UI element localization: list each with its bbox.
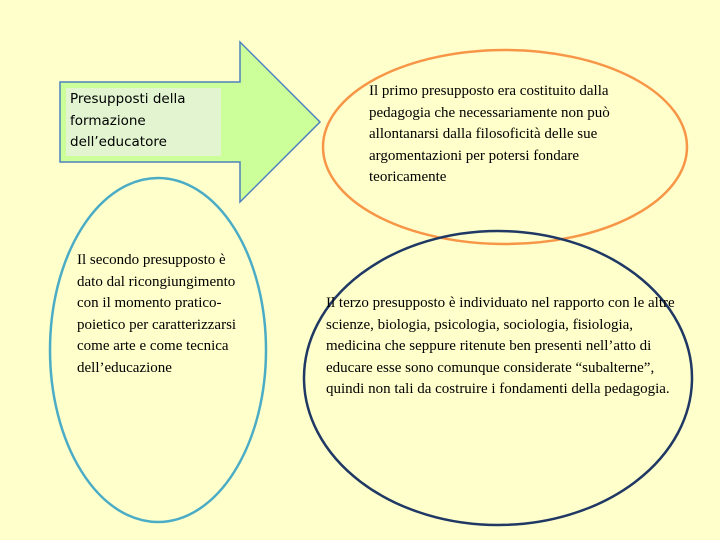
third-presupposition-text: Il terzo presupposto è individuato nel rapporto con le altre scienze, biologia, psicologia, sociologia, fisiologia, medicina che seppure ritenute ben presenti nell’atto di educare esse sono comunque considerate “subalterne”, quindi non tali da costruire i fondamenti della pedagogia. (326, 295, 675, 398)
first-presupposition-text: Il primo presupposto era costituito dalla pedagogia che necessariamente non può allontanarsi dalla filosoficità delle sue argomentazioni per potersi fondare teoricamente (369, 83, 610, 186)
second-presupposition-text: Il secondo presupposto è dato dal ricongiungimento con il momento pratico-poietico per caratterizzarsi come arte e come tecnica dell’educazione (77, 252, 237, 376)
arrow-label: Presupposti della formazione dell’educatore (70, 91, 186, 150)
